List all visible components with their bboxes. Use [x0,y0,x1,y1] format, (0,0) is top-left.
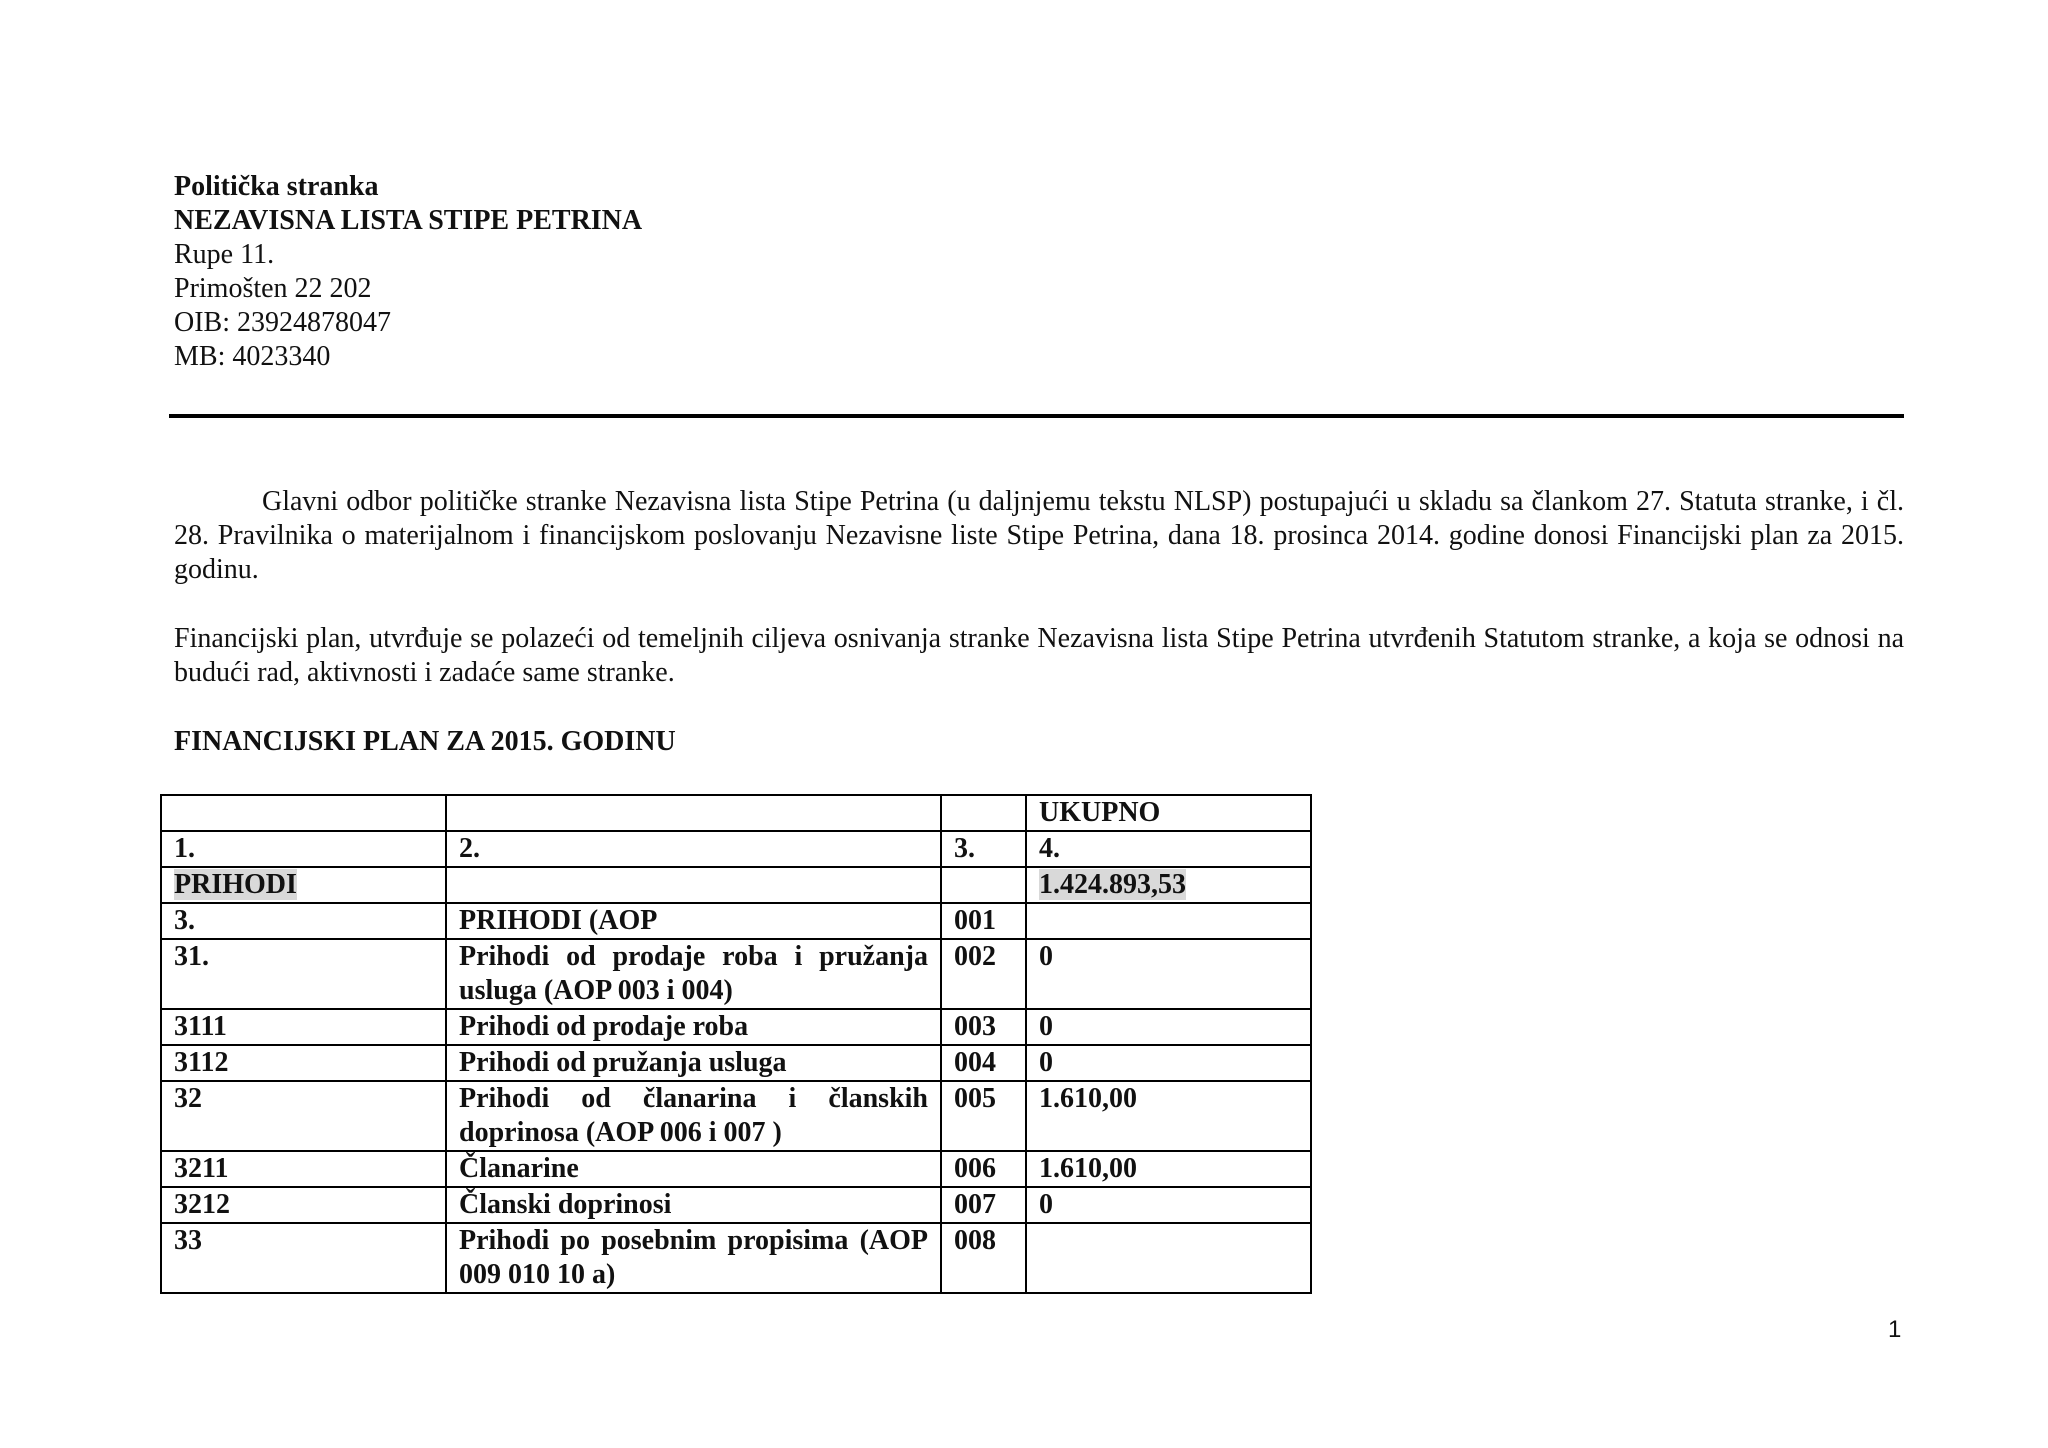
table-row [161,867,1311,903]
table-cell [1026,903,1311,939]
intro-paragraph: Glavni odbor političke stranke Nezavisna lista Stipe Petrina (u daljnjemu tekstu NLSP) postupajući u skladu sa člankom 27. Statuta stranke, i čl. 28. Pravilnika o materijalnom i financijskom poslovanju Nezavisne liste Stipe Petrina, dana 18. prosinca 2014. godine donosi Financijski plan za 2015. godinu. [174,486,1904,585]
table-cell: Prihodi od članarina i članskih doprinosa (AOP 006 i 007 ) [446,1081,941,1151]
header-divider [169,414,1904,418]
table-cell: 4. [1026,831,1311,867]
table-cell: 006 [941,1151,1026,1187]
table-cell: 3. [161,903,446,939]
table-cell: 005 [941,1081,1026,1151]
table-cell [161,867,446,903]
party-type: Politička stranka [174,171,379,202]
table-cell: 004 [941,1045,1026,1081]
table-cell: 3112 [161,1045,446,1081]
oib-number: OIB: 23924878047 [174,307,391,338]
table-cell: PRIHODI (AOP [446,903,941,939]
table-cell: 0 [1026,939,1311,1009]
table-row [161,939,1311,1009]
table-cell: 1. [161,831,446,867]
section-title: FINANCIJSKI PLAN ZA 2015. GODINU [174,726,676,757]
table-cell: Članarine [446,1151,941,1187]
financial-plan-table [160,794,1312,1294]
mb-number: MB: 4023340 [174,341,331,372]
table-cell: Prihodi od prodaje roba i pružanja usluga (AOP 003 i 004) [446,939,941,1009]
table-header-total: UKUPNO [1026,795,1311,831]
table-row [161,1009,1311,1045]
table-cell: 3212 [161,1187,446,1223]
table-cell: 001 [941,903,1026,939]
table-cell: Članski doprinosi [446,1187,941,1223]
table-cell: 008 [941,1223,1026,1293]
table-cell: 32 [161,1081,446,1151]
table-row [161,795,1311,831]
party-name: NEZAVISNA LISTA STIPE PETRINA [174,205,643,236]
table-cell [1026,1223,1311,1293]
table-cell: 33 [161,1223,446,1293]
page-number: 1 [1888,1316,1902,1343]
address-city: Primošten 22 202 [174,273,372,304]
table-cell: Prihodi od pružanja usluga [446,1045,941,1081]
table-cell: 3111 [161,1009,446,1045]
table-cell: Prihodi po posebnim propisima (AOP 009 010 10 a) [446,1223,941,1293]
table-row [161,1187,1311,1223]
address-street: Rupe 11. [174,239,275,270]
table-cell [446,795,941,831]
table-cell: 007 [941,1187,1026,1223]
party-header [174,170,642,374]
table-cell: 31. [161,939,446,1009]
table-cell [161,795,446,831]
table-row [161,831,1311,867]
table-row [161,1223,1311,1293]
table-cell: 2. [446,831,941,867]
table-cell: 003 [941,1009,1026,1045]
prihodi-label: PRIHODI [174,869,297,900]
plan-description-paragraph: Financijski plan, utvrđuje se polazeći od temeljnih ciljeva osnivanja stranke Nezavisna lista Stipe Petrina utvrđenih Statutom stranke, a koja se odnosi na budući rad, aktivnosti i zadaće same stranke. [174,623,1904,688]
table-cell: 3. [941,831,1026,867]
table-cell: 3211 [161,1151,446,1187]
table-cell [446,867,941,903]
table-row [161,1045,1311,1081]
table-row [161,1081,1311,1151]
table-cell [1026,867,1311,903]
table-row [161,1151,1311,1187]
prihodi-total: 1.424.893,53 [1039,869,1186,900]
table-row [161,903,1311,939]
table-cell: 1.610,00 [1026,1151,1311,1187]
table-cell: 0 [1026,1009,1311,1045]
table-cell: Prihodi od prodaje roba [446,1009,941,1045]
table-cell: 0 [1026,1045,1311,1081]
table-cell [941,795,1026,831]
table-cell [941,867,1026,903]
table-cell: 1.610,00 [1026,1081,1311,1151]
table-cell: 002 [941,939,1026,1009]
table-cell: 0 [1026,1187,1311,1223]
